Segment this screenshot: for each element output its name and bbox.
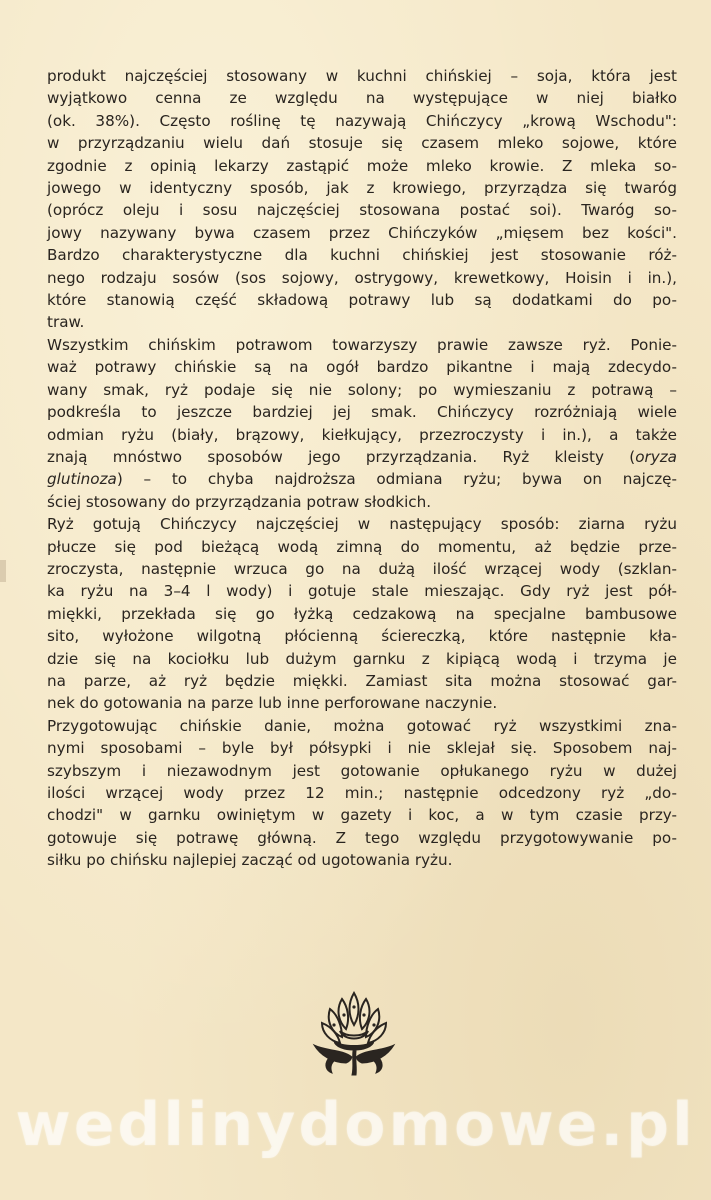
- text-line: Przygotowując chińskie danie, można gotować ryż wszystkimi zna-: [47, 716, 677, 735]
- text-line: które stanowią część składową potrawy lub są dodatkami do po-: [47, 291, 677, 310]
- paragraph-soy: [47, 65, 677, 334]
- text-line: zroczysta, następnie wrzuca go na dużą ilość wrzącej wody (szklan-: [47, 559, 677, 578]
- watermark: wedlinydomowe.pl: [15, 1090, 696, 1160]
- text-line: siłku po chińsku najlepiej zacząć od ugotowania ryżu.: [47, 851, 453, 870]
- text-line: wany smak, ryż podaje się nie solony; po wymieszaniu z potrawą –: [47, 380, 677, 399]
- text-line: gotowuje się potrawę główną. Z tego względu przygotowywanie po-: [47, 828, 677, 847]
- text-line: ściej stosowany do przyrządzania potraw słodkich.: [47, 492, 432, 511]
- text-line: nego rodzaju sosów (sos sojowy, ostrygowy, krewetkowy, Hoisin i in.),: [47, 268, 677, 287]
- text-line: glutinoza) – to chyba najdroższa odmiana ryżu; bywa on najczę-: [47, 470, 677, 489]
- text-line: (oprócz oleju i sosu najczęściej stosowana postać soi). Twaróg so-: [47, 201, 677, 220]
- page-edge-mark: [0, 560, 6, 582]
- text-line: znają mnóstwo sposobów jego przyrządzania. Ryż kleisty (oryza: [47, 447, 677, 466]
- text-line: w przyrządzaniu wielu dań stosuje się czasem mleko sojowe, które: [47, 134, 677, 153]
- text-line: chodzi" w garnku owiniętym w gazety i koc, a w tym czasie przy-: [47, 806, 677, 825]
- paragraph-rice-cooking: [47, 513, 677, 715]
- text-line: odmian ryżu (biały, brązowy, kiełkujący, przezroczysty i in.), a także: [47, 425, 677, 444]
- text-line: traw.: [47, 313, 85, 332]
- text-line: miękki, przekłada się go łyżką cedzakową na specjalne bambusowe: [47, 604, 677, 623]
- text-line: waż potrawy chińskie są na ogół bardzo pikantne i mają zdecydo-: [47, 358, 677, 377]
- paragraph-rice-method: [47, 715, 677, 872]
- text-line: ilości wrzącej wody przez 12 min.; następnie odcedzony ryż „do-: [47, 784, 677, 802]
- text-line: jowy nazywany bywa czasem przez Chińczyków „mięsem bez kości".: [47, 223, 677, 242]
- body-text: [47, 65, 677, 872]
- lotus-flower-icon: [306, 985, 402, 1081]
- text-line: (ok. 38%). Często roślinę tę nazywają Chińczycy „krową Wschodu":: [47, 111, 677, 130]
- text-line: Wszystkim chińskim potrawom towarzyszy prawie zawsze ryż. Ponie-: [47, 335, 677, 354]
- text-line: produkt najczęściej stosowany w kuchni chińskiej – soja, która jest: [47, 67, 677, 85]
- text-line: zgodnie z opinią lekarzy zastąpić może mleko krowie. Z mleka so-: [47, 156, 677, 175]
- text-line: szybszym i niezawodnym jest gotowanie opłukanego ryżu w dużej: [47, 761, 677, 780]
- text-line: Ryż gotują Chińczycy najczęściej w następujący sposób: ziarna ryżu: [47, 515, 677, 534]
- text-line: dzie się na kociołku lub dużym garnku z kipiącą wodą i trzyma je: [47, 649, 677, 668]
- text-line: ka ryżu na 3–4 l wody) i gotuje stale mieszając. Gdy ryż jest pół-: [47, 582, 677, 601]
- text-line: podkreśla to jeszcze bardziej jej smak. Chińczycy rozróżniają wiele: [47, 403, 677, 422]
- text-line: Bardzo charakterystyczne dla kuchni chińskiej jest stosowanie róż-: [47, 246, 677, 265]
- text-line: nymi sposobami – byle był półsypki i nie sklejał się. Sposobem naj-: [47, 739, 677, 758]
- text-line: płucze się pod bieżącą wodą zimną do momentu, aż będzie prze-: [47, 537, 677, 556]
- text-line: na parze, aż ryż będzie miękki. Zamiast sita można stosować gar-: [47, 671, 677, 690]
- text-line: sito, wyłożone wilgotną płócienną ściereczką, które następnie kła-: [47, 627, 677, 646]
- text-line: wyjątkowo cenna ze względu na występujące w niej białko: [47, 89, 677, 108]
- text-line: jowego w identyczny sposób, jak z krowiego, przyrządza się twaróg: [47, 179, 677, 198]
- text-line: nek do gotowania na parze lub inne perforowane naczynie.: [47, 694, 498, 713]
- paragraph-rice-intro: [47, 334, 677, 513]
